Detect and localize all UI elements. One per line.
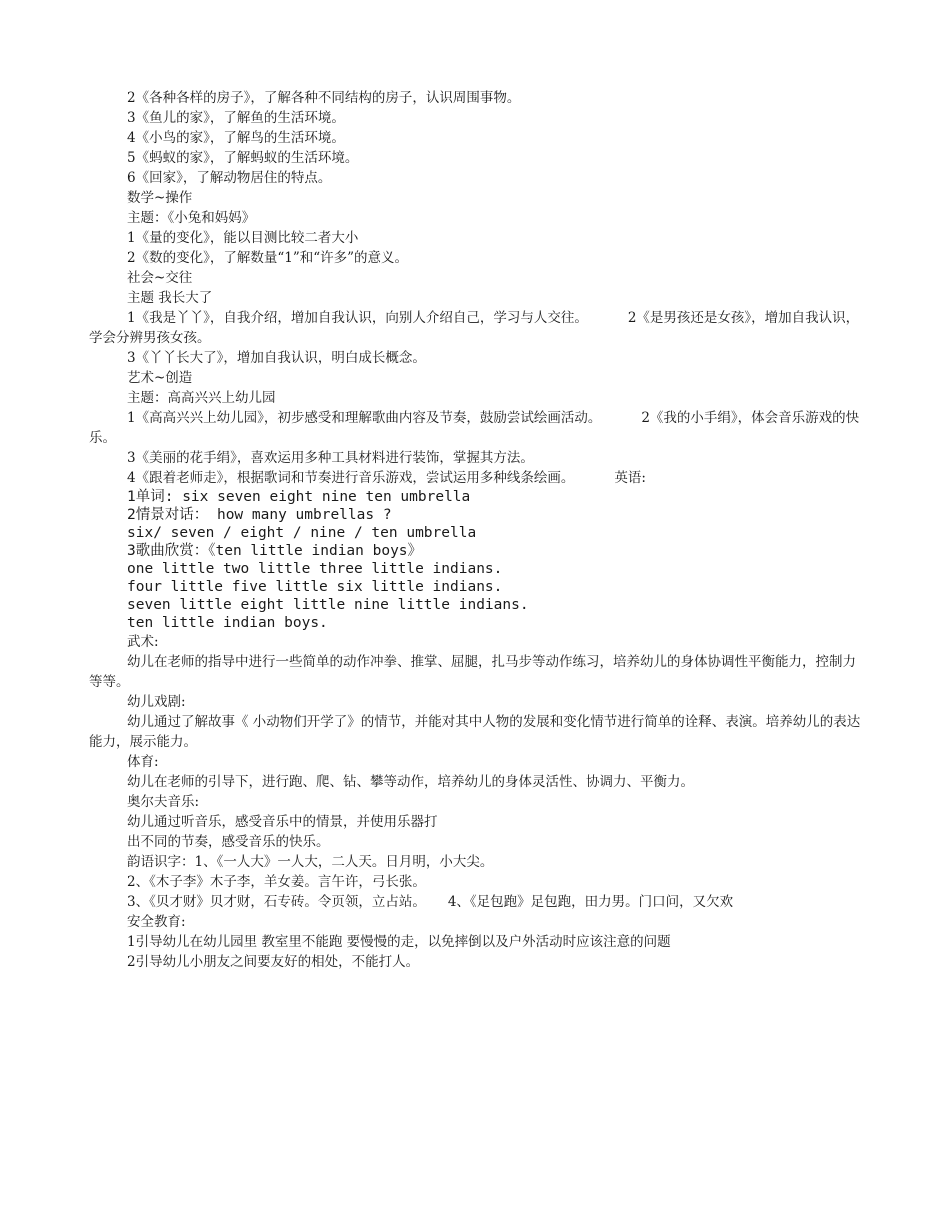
list-item: 3《鱼儿的家》，了解鱼的生活环境。 <box>127 110 345 126</box>
social-theme: 主题 我长大了 <box>127 290 213 306</box>
math-theme: 主题：《小兔和妈妈》 <box>127 210 256 226</box>
social-item-3: 3《丫丫长大了》，增加自我认识，明白成长概念。 <box>127 350 426 366</box>
song-line: seven little eight little nine little indians. <box>127 597 529 613</box>
section-heading-english: 英语: <box>614 470 646 486</box>
rhyme-line-3 <box>89 892 861 912</box>
art-theme: 主题：高高兴兴上幼儿园 <box>127 390 276 406</box>
song-line: ten little indian boys. <box>127 615 328 631</box>
section-heading-safety: 安全教育: <box>127 914 186 930</box>
list-item: 5《蚂蚁的家》，了解蚂蚁的生活环境。 <box>127 150 359 166</box>
english-dialog: 2情景对话： how many umbrellas ? <box>127 507 392 523</box>
list-item: 4《小鸟的家》，了解鸟的生活环境。 <box>127 130 345 146</box>
rhyme-item-3: 3、《贝才财》贝才财，石专砖。令页领，立占站。 <box>127 894 426 910</box>
list-item: 6《回家》，了解动物居住的特点。 <box>127 170 332 186</box>
list-item: 1《量的变化》，能以目测比较二者大小 <box>127 230 359 246</box>
social-item-2: 2《是男孩还是女孩》，增加自我认识，学会分辨男孩女孩。 <box>89 310 860 346</box>
section-heading-social: 社会~交往 <box>127 270 193 286</box>
orff-text-line-2: 出不同的节奏，感受音乐的快乐。 <box>127 834 330 850</box>
section-heading-math: 数学~操作 <box>127 190 193 206</box>
art-item-4: 4《跟着老师走》，根据歌词和节奏进行音乐游戏，尝试运用多种线条绘画。 <box>127 470 575 486</box>
section-heading-orff: 奥尔夫音乐: <box>127 794 200 810</box>
english-words: 1单词: six seven eight nine ten umbrella <box>127 489 471 505</box>
list-item: 2《各种各样的房子》，了解各种不同结构的房子，认识周围事物。 <box>127 90 521 106</box>
english-dialog-answer: six/ seven / eight / nine / ten umbrella <box>127 525 477 541</box>
song-line: one little two little three little indians. <box>127 561 503 577</box>
rhyme-line-2: 2、《木子李》木子李，羊女姜。言午许，弓长张。 <box>127 874 426 890</box>
document-body <box>89 88 861 972</box>
wushu-text: 幼儿在老师的指导中进行一些简单的动作冲拳、推掌、屈腿，扎马步等动作练习，培养幼儿的身体协调性平衡能力，控制力等等。 <box>89 654 856 690</box>
section-heading-pe: 体育: <box>127 754 159 770</box>
safety-item-2: 2引导幼儿小朋友之间要友好的相处，不能打人。 <box>127 954 420 970</box>
rhyme-line-1: 韵语识字：1、《一人大》一人大，二人天。日月明，小大尖。 <box>127 854 494 870</box>
rhyme-item-4: 4、《足包跑》足包跑，田力男。门口问，又欠欢 <box>447 894 734 910</box>
section-heading-drama: 幼儿戏剧: <box>127 694 186 710</box>
song-line: four little five little six little indians. <box>127 579 503 595</box>
section-heading-art: 艺术~创造 <box>127 370 193 386</box>
social-item-1: 1《我是丫丫》，自我介绍，增加自我认识，向别人介绍自己，学习与人交往。 <box>127 310 588 326</box>
art-item-3: 3《美丽的花手绢》，喜欢运用多种工具材料进行装饰，掌握其方法。 <box>127 450 534 466</box>
english-song-title: 3歌曲欣赏：《ten little indian boys》 <box>127 543 423 559</box>
art-item-2: 2《我的小手绢》，体会音乐游戏的快乐。 <box>89 410 860 446</box>
drama-text: 幼儿通过了解故事《 小动物们开学了》的情节，并能对其中人物的发展和变化情节进行简单的诠释、表演。培养幼儿的表达能力，展示能力。 <box>89 714 861 750</box>
art-paragraph <box>89 408 861 448</box>
safety-item-1: 1引导幼儿在幼儿园里 教室里不能跑 要慢慢的走，以免摔倒以及户外活动时应该注意的问题 <box>127 934 671 950</box>
art-item-1: 1《高高兴兴上幼儿园》，初步感受和理解歌曲内容及节奏，鼓励尝试绘画活动。 <box>127 410 602 426</box>
list-item: 2《数的变化》，了解数量“1”和“许多”的意义。 <box>127 250 409 266</box>
pe-text: 幼儿在老师的引导下，进行跑、爬、钻、攀等动作，培养幼儿的身体灵活性、协调力、平衡力。 <box>127 774 694 790</box>
social-paragraph <box>89 308 861 348</box>
orff-text-line-1: 幼儿通过听音乐，感受音乐中的情景，并使用乐器打 <box>127 814 438 830</box>
art-item-4-line <box>89 468 861 488</box>
section-heading-wushu: 武术: <box>127 634 159 650</box>
